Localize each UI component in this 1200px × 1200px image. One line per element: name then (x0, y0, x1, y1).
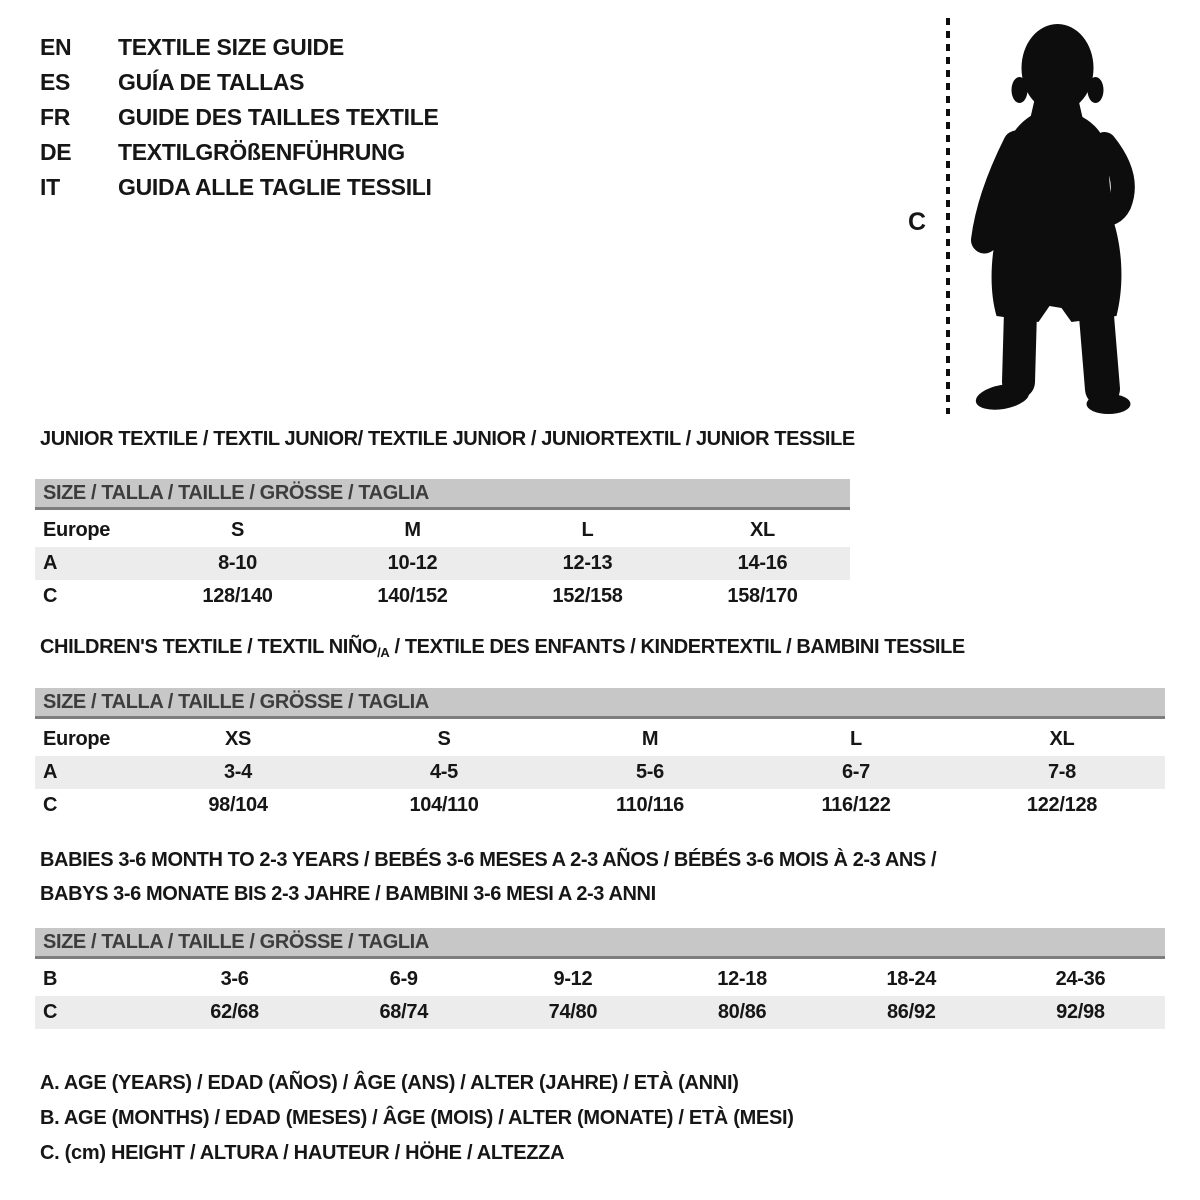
height-cell: 98/104 (208, 794, 268, 816)
table-row-age (35, 756, 1165, 789)
section-babies-textile (35, 843, 1165, 1029)
age-cell: 3-4 (223, 761, 252, 783)
size-cell: S (437, 728, 451, 750)
row-label: Europe (43, 519, 111, 541)
age-cell: 10-12 (387, 552, 438, 574)
lang-label: GUIDE DES TAILLES TEXTILE (118, 104, 439, 130)
height-cell: 80/86 (717, 1001, 767, 1023)
size-cell: XS (224, 728, 252, 750)
size-cell: M (641, 728, 659, 750)
age-cell: 12-13 (562, 552, 613, 574)
lang-code: FR (40, 104, 71, 130)
height-cell: 68/74 (379, 1001, 429, 1023)
table-row-months (35, 963, 1165, 996)
months-cell: 9-12 (553, 968, 593, 990)
size-cell: XL (750, 519, 775, 541)
height-cell: 86/92 (886, 1001, 936, 1023)
title-subscript: /A (377, 645, 390, 660)
size-table-header: SIZE / TALLA / TAILLE / GRÖSSE / TAGLIA (35, 479, 850, 510)
language-title-list (40, 30, 439, 205)
lang-row-fr (40, 100, 439, 135)
babies-size-table (35, 928, 1165, 1029)
size-cell: M (404, 519, 421, 541)
table-row-europe (35, 514, 850, 547)
row-label: A (43, 552, 58, 574)
height-dashed-line (946, 18, 950, 414)
months-cell: 24-36 (1055, 968, 1106, 990)
size-table-header: SIZE / TALLA / TAILLE / GRÖSSE / TAGLIA (35, 688, 1165, 719)
table-row-height (35, 789, 1165, 822)
size-cell: L (581, 519, 594, 541)
lang-label: TEXTILGRÖßENFÜHRUNG (118, 139, 405, 165)
height-cell: 122/128 (1026, 794, 1098, 816)
babies-title (35, 843, 1165, 911)
section-title-babies-line1: BABIES 3-6 MONTH TO 2-3 YEARS / BEBÉS 3-6 MESES A 2-3 AÑOS / BÉBÉS 3-6 MOIS À 2-3 ANS / (40, 849, 937, 871)
lang-row-de (40, 135, 439, 170)
height-cell: 74/80 (548, 1001, 598, 1023)
table-row-height (35, 580, 850, 613)
months-cell: 3-6 (220, 968, 249, 990)
lang-code: EN (40, 34, 72, 60)
height-cell: 128/140 (202, 585, 273, 607)
height-measure-label: C (908, 208, 926, 236)
age-cell: 6-7 (841, 761, 870, 783)
lang-label: TEXTILE SIZE GUIDE (118, 34, 344, 60)
row-label: B (43, 968, 58, 990)
lang-label: GUIDA ALLE TAGLIE TESSILI (118, 174, 432, 200)
toddler-silhouette-icon (963, 16, 1141, 416)
title-text: CHILDREN'S TEXTILE / TEXTIL NIÑO (40, 636, 378, 658)
height-cell: 116/122 (821, 794, 891, 816)
section-title-children (40, 636, 1165, 660)
note-age-years: A. AGE (YEARS) / EDAD (AÑOS) / ÂGE (ANS) / ALTER (JAHRE) / ETÀ (ANNI) (40, 1072, 739, 1094)
size-cell: S (230, 519, 245, 541)
age-cell: 8-10 (218, 552, 257, 574)
height-cell: 104/110 (409, 794, 479, 816)
table-row-height (35, 996, 1165, 1029)
lang-code: IT (40, 174, 60, 200)
section-title-junior: JUNIOR TEXTILE / TEXTIL JUNIOR/ TEXTILE JUNIOR / JUNIORTEXTIL / JUNIOR TESSILE (40, 428, 855, 450)
lang-row-es (40, 65, 439, 100)
age-cell: 5-6 (635, 761, 664, 783)
height-cell: 110/116 (616, 794, 684, 816)
note-age-months: B. AGE (MONTHS) / EDAD (MESES) / ÂGE (MOIS) / ALTER (MONATE) / ETÀ (MESI) (40, 1107, 794, 1129)
row-label: A (43, 761, 58, 783)
height-cell: 92/98 (1056, 1001, 1105, 1023)
row-label: C (43, 585, 58, 607)
title-text: / TEXTILE DES ENFANTS / KINDERTEXTIL / BAMBINI TESSILE (389, 636, 965, 658)
lang-row-it (40, 170, 439, 205)
age-cell: 14-16 (737, 552, 788, 574)
note-height-cm: C. (cm) HEIGHT / ALTURA / HAUTEUR / HÖHE / ALTEZZA (40, 1142, 565, 1164)
lang-code: ES (40, 69, 71, 95)
table-row-europe (35, 723, 1165, 756)
section-childrens-textile (35, 636, 1165, 822)
lang-code: DE (40, 139, 72, 165)
lang-label: GUÍA DE TALLAS (118, 69, 305, 95)
junior-size-table (35, 479, 850, 613)
section-junior-textile (35, 428, 855, 613)
lang-row-en (40, 30, 439, 65)
size-cell: XL (1049, 728, 1075, 750)
height-measure-figure (890, 0, 1200, 440)
children-size-table (35, 688, 1165, 822)
table-row-age (35, 547, 850, 580)
size-cell: L (850, 728, 862, 750)
height-cell: 158/170 (727, 585, 798, 607)
height-cell: 62/68 (210, 1001, 259, 1023)
age-cell: 7-8 (1047, 761, 1076, 783)
months-cell: 18-24 (886, 968, 937, 990)
height-cell: 140/152 (377, 585, 448, 607)
legend-notes (40, 1066, 794, 1171)
months-cell: 12-18 (717, 968, 767, 990)
row-label: C (43, 1001, 58, 1023)
height-cell: 152/158 (552, 585, 623, 607)
size-table-header: SIZE / TALLA / TAILLE / GRÖSSE / TAGLIA (35, 928, 1165, 959)
section-title-babies-line2: BABYS 3-6 MONATE BIS 2-3 JAHRE / BAMBINI 3-6 MESI A 2-3 ANNI (40, 883, 656, 905)
months-cell: 6-9 (389, 968, 418, 990)
row-label: C (43, 794, 58, 816)
age-cell: 4-5 (429, 761, 458, 783)
row-label: Europe (43, 728, 111, 750)
